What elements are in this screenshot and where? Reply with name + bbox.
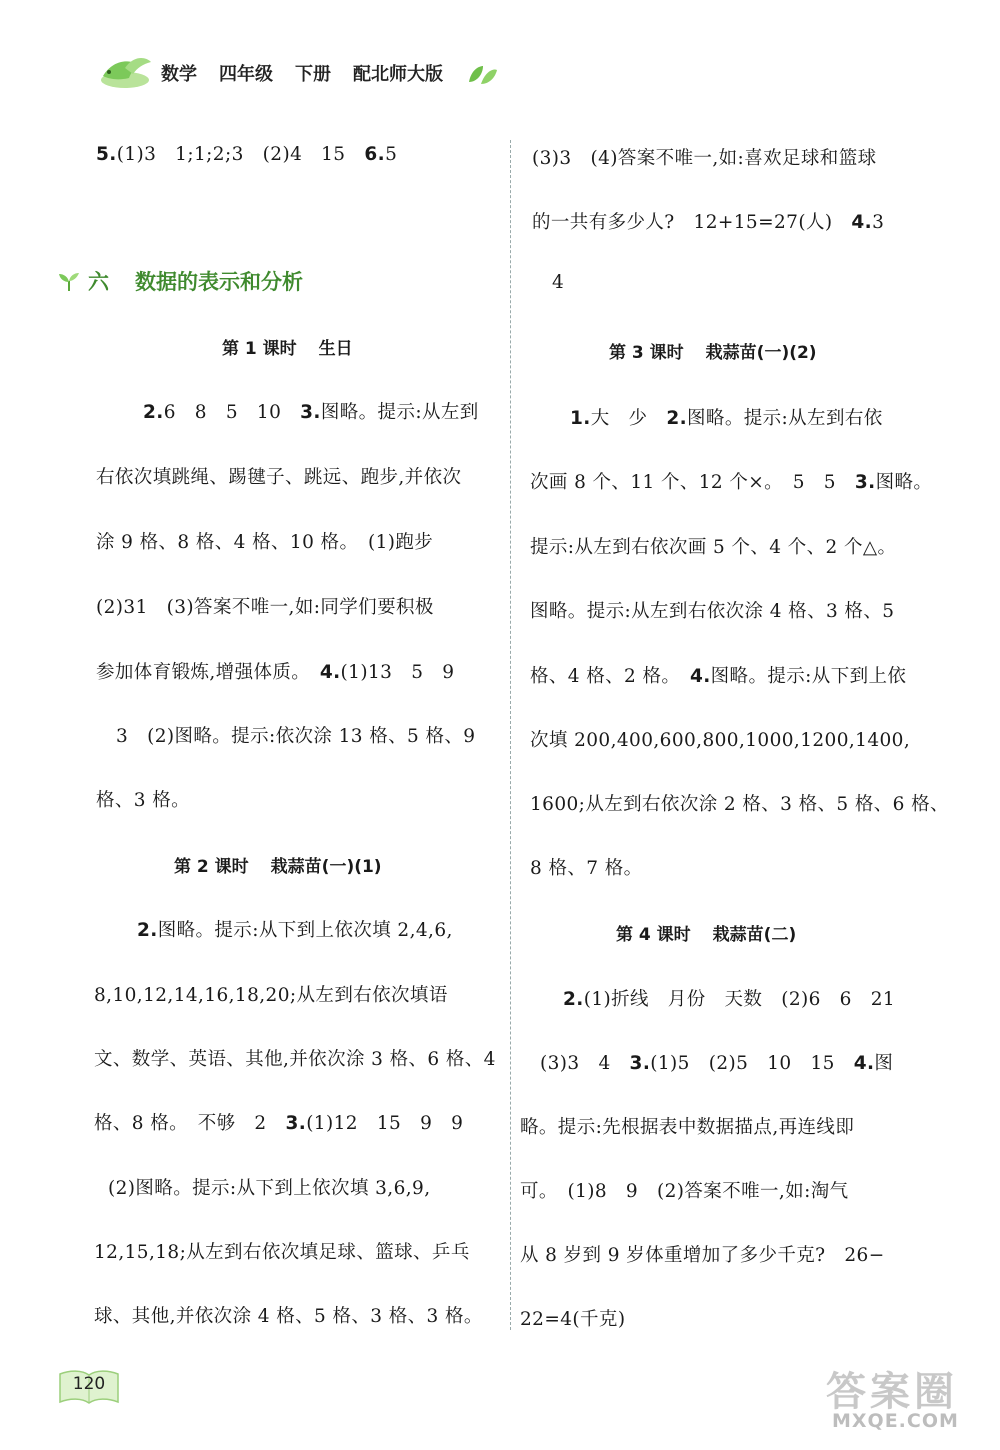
answer-line: 提示:从左到右依次画 5 个、4 个、2 个△。 [530,537,897,558]
watermark-url: MXQE.COM [832,1410,959,1432]
page-header [95,56,515,96]
header-edition: 配北师大版 [353,64,443,85]
answer-line: 可。 (1)8 9 (2)答案不唯一,如:淘气 [520,1181,849,1202]
header-volume: 下册 [295,64,331,85]
answer-line: 3 (2)图略。提示:依次涂 13 格、5 格、9 [116,726,476,747]
answer-line: 次填 200,400,600,800,1000,1200,1400, [530,730,911,751]
column-divider [510,140,511,1330]
header-title [161,60,465,86]
answer-line: (2)31 (3)答案不唯一,如:同学们要积极 [96,597,434,618]
answer-line: 8,10,12,14,16,18,20;从左到右依次填语 [94,985,448,1006]
answer-line: 球、其他,并依次涂 4 格、5 格、3 格、3 格。 [94,1306,483,1327]
answer-line: 从 8 岁到 9 岁体重增加了多少千克? 26− [520,1245,885,1266]
section-name: 数据的表示和分析 [135,270,303,294]
leaf-icon [467,64,499,86]
answer-line: 的一共有多少人? 12+15=27(人) 4.3 [532,212,885,233]
answer-line: 2.(1)折线 月份 天数 (2)6 6 21 [563,989,896,1010]
answer-line: 参加体育锻炼,增强体质。 4.(1)13 5 9 [96,662,455,683]
bird-icon [95,56,155,92]
header-grade: 四年级 [219,64,273,85]
answer-line: 文、数学、英语、其他,并依次涂 3 格、6 格、4 [94,1049,496,1070]
answer-line: (3)3 4 3.(1)5 (2)5 10 15 4.图 [540,1053,894,1074]
answer-line: 8 格、7 格。 [530,858,643,879]
answer-line: 22=4(千克) [520,1309,626,1330]
answer-line: 格、8 格。 不够 2 3.(1)12 15 9 9 [94,1113,464,1134]
lesson-2-heading: 第 2 课时 栽蒜苗(一)(1) [174,857,382,877]
page-number [58,1368,120,1408]
answer-line: 格、3 格。 [96,790,191,811]
answer-line: 格、4 格、2 格。 4.图略。提示:从下到上依 [530,666,907,687]
page-number-text: 120 [72,1374,106,1394]
answer-line: 4 [552,272,565,293]
answer-line: 次画 8 个、11 个、12 个×。 5 5 3.图略。 [530,472,933,493]
answer-line: 1.大 少 2.图略。提示:从左到右依 [570,408,883,429]
lesson-3-heading: 第 3 课时 栽蒜苗(一)(2) [609,343,817,363]
lesson-1-heading: 第 1 课时 生日 [222,339,353,359]
section-title [58,266,303,296]
answer-line: (3)3 (4)答案不唯一,如:喜欢足球和篮球 [532,148,877,169]
watermark [818,1360,988,1440]
answer-line: 2.6 8 5 10 3.图略。提示:从左到 [143,402,479,423]
answer-line: (2)图略。提示:从下到上依次填 3,6,9, [108,1178,431,1199]
answer-line: 12,15,18;从左到右依次填足球、篮球、乒乓 [94,1242,470,1263]
section-number: 六 [88,270,109,294]
answer-line: 1600;从左到右依次涂 2 格、3 格、5 格、6 格、 [530,794,949,815]
answer-line: 右依次填跳绳、踢毽子、跳远、跑步,并依次 [96,467,462,488]
answer-line: 略。提示:先根据表中数据描点,再连线即 [520,1117,855,1138]
watermark-text: 答案圈 [826,1369,958,1415]
answer-line: 涂 9 格、8 格、4 格、10 格。 (1)跑步 [96,532,434,553]
answer-line: 5.(1)3 1;1;2;3 (2)4 15 6.5 [96,144,398,165]
answer-line: 图略。提示:从左到右依次涂 4 格、3 格、5 [530,601,895,622]
lesson-4-heading: 第 4 课时 栽蒜苗(二) [616,925,797,945]
answer-line: 2.图略。提示:从下到上依次填 2,4,6, [137,920,453,941]
header-subject: 数学 [161,64,197,85]
sprout-icon [58,272,80,292]
